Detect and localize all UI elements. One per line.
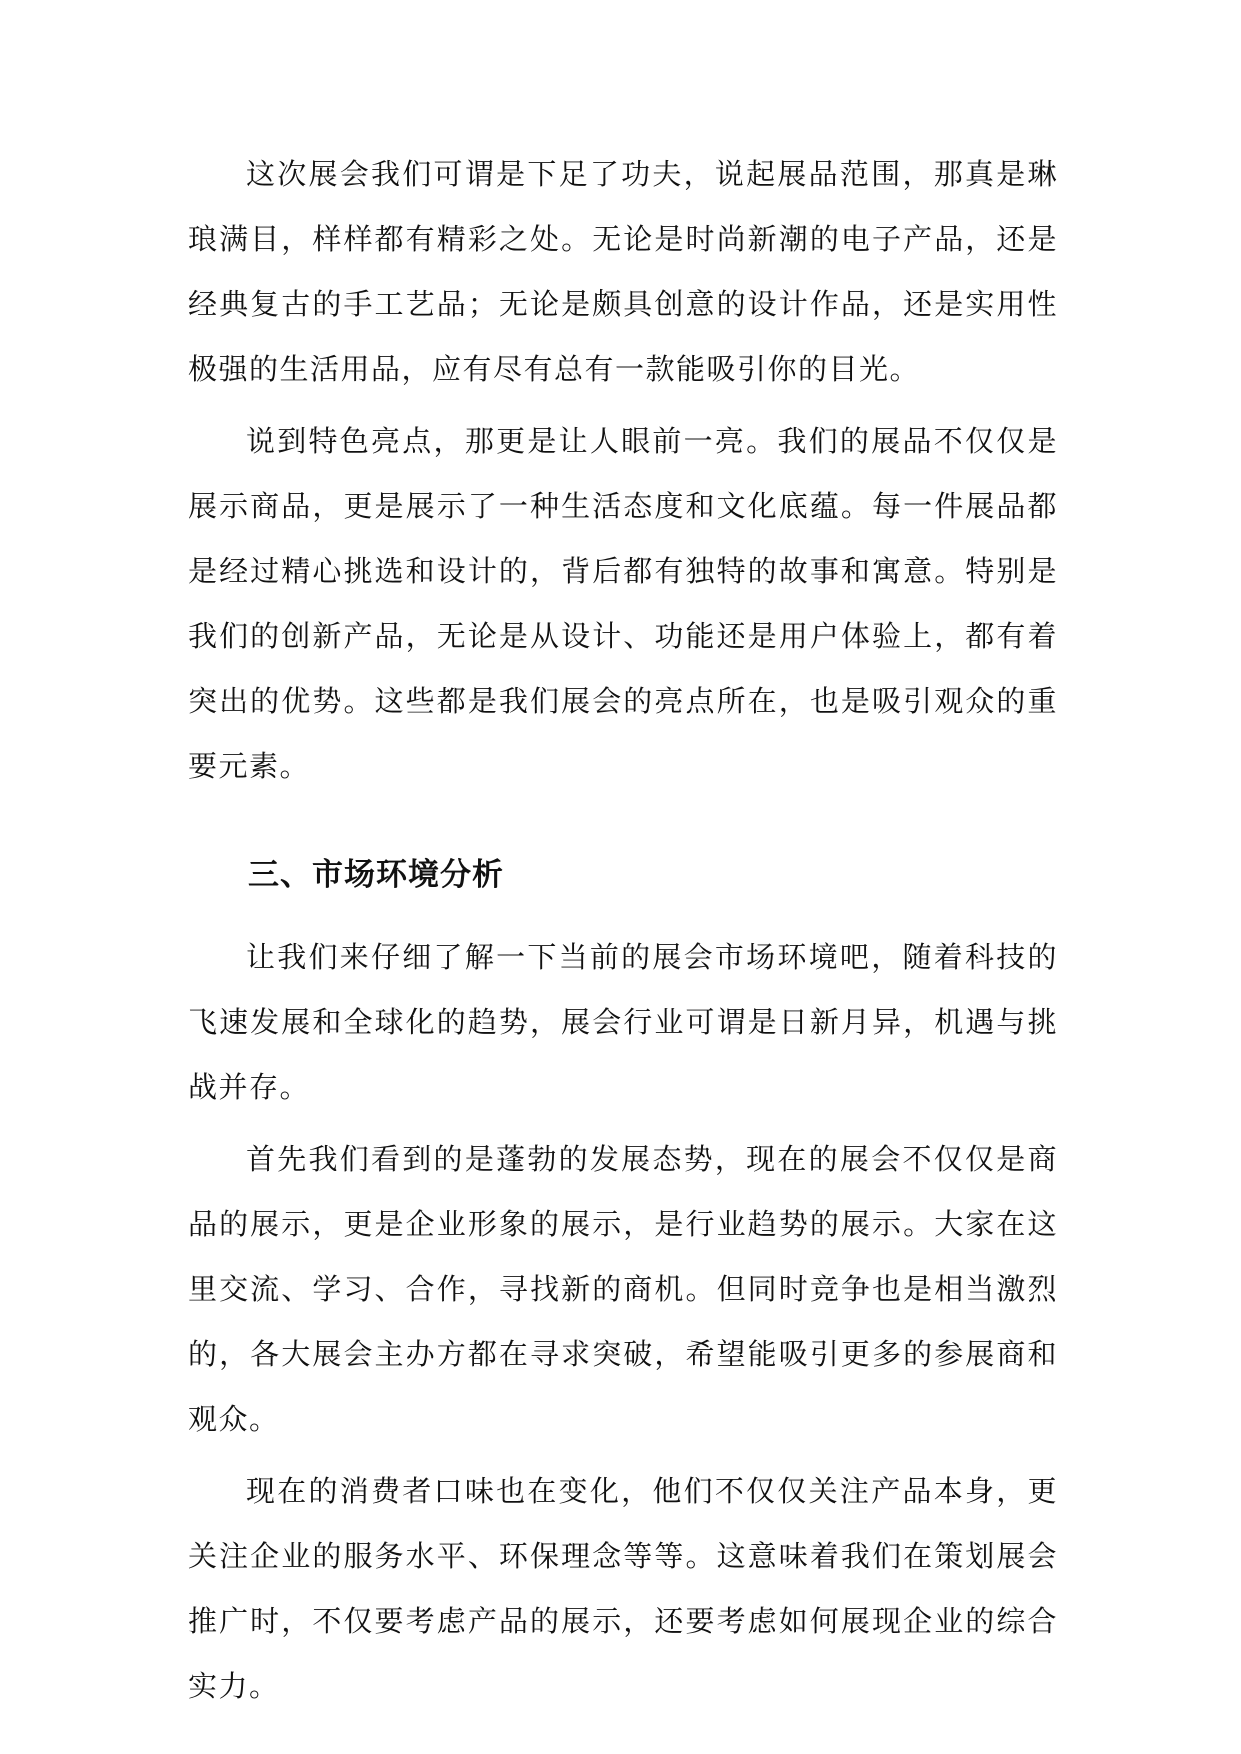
document-body: [188, 142, 1058, 1719]
paragraph-market-environment: 让我们来仔细了解一下当前的展会市场环境吧，随着科技的飞速发展和全球化的趋势，展会行业可谓是日新月异，机遇与挑战并存。: [188, 940, 1058, 1104]
paragraph-highlights: 说到特色亮点，那更是让人眼前一亮。我们的展品不仅仅是展示商品，更是展示了一种生活态度和文化底蕴。每一件展品都是经过精心挑选和设计的，背后都有独特的故事和寓意。特别是我们的创新产品，无论是从设计、功能还是用户体验上，都有着突出的优势。这些都是我们展会的亮点所在，也是吸引观众的重要元素。: [188, 424, 1058, 783]
paragraph-exhibit-range: 这次展会我们可谓是下足了功夫，说起展品范围，那真是琳琅满目，样样都有精彩之处。无论是时尚新潮的电子产品，还是经典复古的手工艺品；无论是颇具创意的设计作品，还是实用性极强的生活用品，应有尽有总有一款能吸引你的目光。: [188, 157, 1058, 386]
paragraph-development-trend: 首先我们看到的是蓬勃的发展态势，现在的展会不仅仅是商品的展示，更是企业形象的展示，是行业趋势的展示。大家在这里交流、学习、合作，寻找新的商机。但同时竞争也是相当激烈的，各大展会主办方都在寻求突破，希望能吸引更多的参展商和观众。: [188, 1142, 1058, 1436]
section-heading-market-analysis: 三、市场环境分析: [248, 857, 504, 893]
paragraph-consumer-change: 现在的消费者口味也在变化，他们不仅仅关注产品本身，更关注企业的服务水平、环保理念等等。这意味着我们在策划展会推广时，不仅要考虑产品的展示，还要考虑如何展现企业的综合实力。: [188, 1474, 1058, 1703]
